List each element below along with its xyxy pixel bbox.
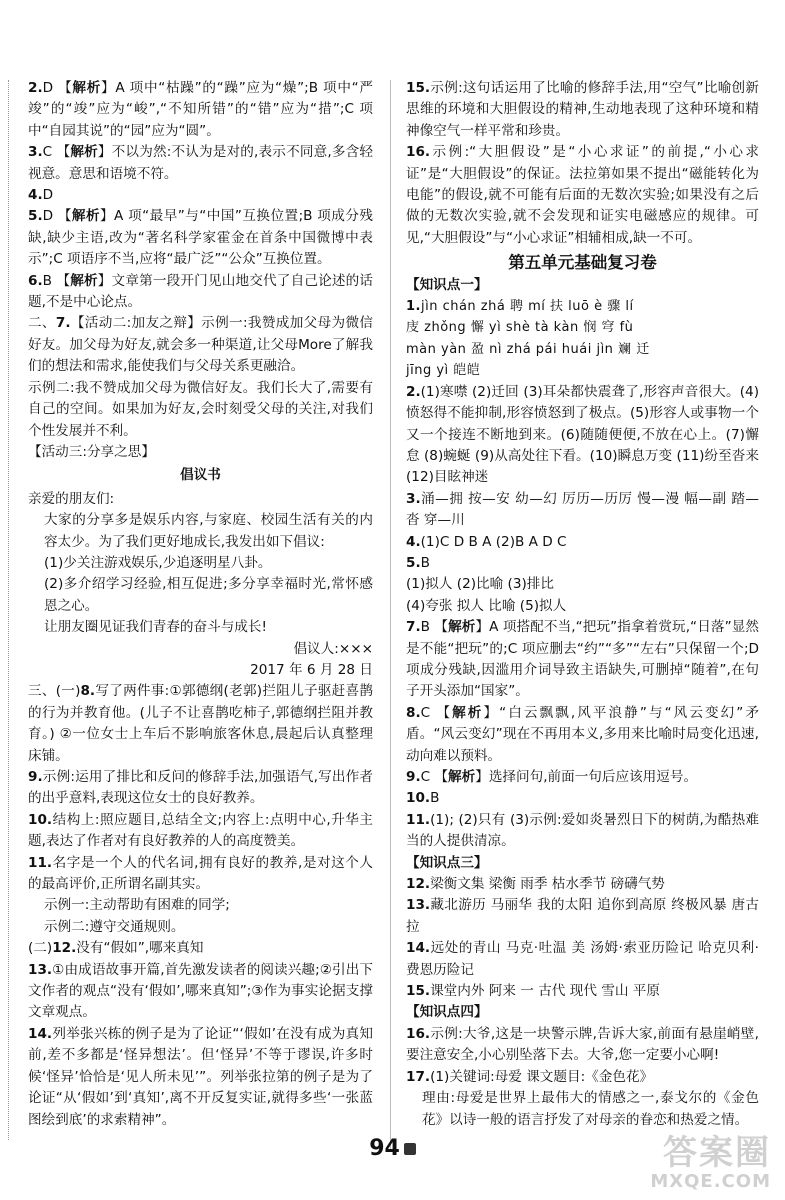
watermark-text: 答案圈 bbox=[663, 1133, 771, 1173]
column-divider bbox=[390, 80, 391, 1150]
right-paragraph: 庋 zhǒng 懈 yì shè tà kàn 悯 穹 fù bbox=[406, 320, 634, 336]
right-paragraph: 理由:母爱是世界上最伟大的情感之一,泰戈尔的《金色花》以诗一般的语言抒发了对母亲的眷恋和热爱之情。 bbox=[422, 1090, 759, 1128]
watermark-logo bbox=[650, 1135, 771, 1192]
right-paragraph: 7.B 【解析】A 项搭配不当,“把玩”指拿着赏玩,“日落”显然是不能“把玩”的;C 项应删去“约”“多”“左右”只保留一个;D 项成分残缺,因滥用介词导致主语缺失,可删掉“随着”,在句子开头添加“国家”。 bbox=[406, 619, 759, 700]
left-paragraph: 示例一:主动帮助有困难的同学; bbox=[44, 897, 230, 914]
right-paragraph: 16.示例:“大胆假设”是“小心求证”的前提,“小心求证”是“大胆假设”的保证。法拉第如果不提出“磁能转化为电能”的假设,就不可能有后面的无数次实验;如果没有之后做的无数次实验,就不会发现和证实电磁感应的规律。可见,“大胆假设”与“小心求证”相辅相成,缺一不可。 bbox=[406, 144, 759, 246]
right-paragraph: 8.C 【解析】“白云飘飘,风平浪静”与“风云变幻”矛盾。“风云变幻”现在不再用本义,多用来比喻时局变化迅速,动向难以预料。 bbox=[406, 704, 759, 764]
left-paragraph: 10.结构上:照应题目,总结全文;内容上:点明中心,升华主题,表达了作者对有良好教养的人的高度赞美。 bbox=[28, 811, 373, 850]
right-paragraph: 15.课堂内外 阿来 一 古代 现代 雪山 平原 bbox=[406, 983, 660, 1000]
right-paragraph: (1)拟人 (2)比喻 (3)排比 bbox=[406, 576, 554, 593]
left-paragraph: 【活动三:分享之思】 bbox=[28, 443, 155, 460]
left-paragraph: 三、(一)8.写了两件事:①郭德纲(老郭)拦阻儿子驱赶喜鹊的行为并教育他。(儿子不让喜鹊吃柿子,郭德纲拦阻并教育。) ②一位女士上车后不影响旅客休息,晨起后认真整理床铺。 bbox=[28, 683, 373, 764]
left-column bbox=[28, 78, 373, 1131]
right-paragraph: 5.B bbox=[406, 554, 430, 571]
left-paragraph: 示例二:我不赞成加父母为微信好友。我们长大了,需要有自己的空间。如果加为好友,会时刻受父母的关注,对我们个性发展并不利。 bbox=[28, 379, 373, 439]
left-paragraph: 13.①由成语故事开篇,首先激发读者的阅读兴趣;②引出下文作者的观点“没有‘假如’,哪来真知”;③作为事实论据支撑文章观点。 bbox=[28, 961, 373, 1021]
left-paragraph: (2)多介绍学习经验,相互促进;多分享幸福时光,常怀感恩之心。 bbox=[44, 576, 373, 614]
right-paragraph: 【知识点四】 bbox=[406, 1004, 488, 1021]
right-paragraph: 【知识点一】 bbox=[406, 276, 488, 293]
left-paragraph: 2.D 【解析】A 项中“枯躁”的“躁”应为“燥”;B 项中“严竣”的“竣”应为“峻”,“不知所错”的“错”应为“措”;C 项中“自园其说”的“园”应为“圆”。 bbox=[28, 80, 373, 139]
right-paragraph: 第五单元基础复习卷 bbox=[508, 253, 657, 273]
right-paragraph: 1.jìn chán zhá 聘 mí 扶 luō è 骤 lí bbox=[406, 299, 634, 315]
left-paragraph: 示例二:遵守交通规则。 bbox=[44, 918, 185, 935]
left-paragraph: 14.列举张兴栋的例子是为了论证“‘假如’在没有成为真知前,差不多都是‘怪异想法’。但‘怪异’不等于谬误,许多时候‘怪异’恰恰是‘见人所未见’”。列举张拉第的例子是为了论证“从‘假如’到‘真知’,离不开反复实证,就得多些‘一张蓝图绘到底’的求索精神”。 bbox=[28, 1025, 373, 1128]
left-paragraph: 大家的分享多是娱乐内容,与家庭、校园生活有关的内容太少。为了我们更好地成长,我发出如下倡议: bbox=[44, 512, 373, 550]
left-paragraph: 9.示例:运用了排比和反问的修辞手法,加强语气,写出作者的出乎意料,表现这位女士的良好教养。 bbox=[28, 769, 373, 807]
right-paragraph: màn yàn 盈 nì zhá pái huái jìn 斓 迁 bbox=[406, 341, 650, 357]
left-paragraph: 4.D bbox=[28, 187, 54, 204]
right-paragraph: 15.示例:这句话运用了比喻的修辞手法,用“空气”比喻创新思维的环境和大胆假设的精神,生动地表现了这种环境和精神像空气一样平常和珍贵。 bbox=[406, 80, 759, 139]
watermark-url: MXQE.COM bbox=[650, 1171, 771, 1192]
left-paragraph: 倡议人:××× bbox=[293, 640, 373, 657]
left-paragraph: 5.D 【解析】A 项“最早”与“中国”互换位置;B 项成分残缺,缺少主语,改为“著名科学家霍金在首条中国微博中表示”;C 项语序不当,应将“最广泛”“公众”互换位置。 bbox=[28, 208, 373, 268]
binding-dotted-line bbox=[8, 80, 9, 1140]
right-paragraph: 16.示例:大爷,这是一块警示牌,告诉大家,前面有悬崖峭壁,要注意安全,小心别坠落下去。大爷,您一定要小心啊! bbox=[406, 1025, 759, 1064]
right-paragraph: 【知识点三】 bbox=[406, 854, 488, 871]
left-paragraph: 倡议书 bbox=[180, 467, 221, 484]
left-paragraph: 3.C 【解析】不以为然:不认为是对的,表示不同意,多含轻视意。意思和语境不符。 bbox=[28, 144, 373, 182]
right-paragraph: 17.(1)关键词:母爱 课文题目:《金色花》 bbox=[406, 1068, 654, 1085]
left-paragraph: 让朋友圈见证我们青春的奋斗与成长! bbox=[44, 619, 267, 636]
right-paragraph: 10.B bbox=[406, 790, 440, 807]
page-number: 94 bbox=[369, 1136, 400, 1161]
right-paragraph: (4)夸张 拟人 比喻 (5)拟人 bbox=[406, 597, 567, 614]
right-paragraph: 13.藏北游历 马丽华 我的太阳 追你到高原 终极风暴 唐古拉 bbox=[406, 897, 759, 935]
left-paragraph: 2017 年 6 月 28 日 bbox=[250, 661, 373, 678]
right-paragraph: 3.涌—拥 按—安 幼—幻 厉历—历厉 慢—漫 幅—副 踏—沓 穿—川 bbox=[406, 490, 759, 529]
right-paragraph: 4.(1)C D B A (2)B A D C bbox=[406, 533, 567, 550]
left-paragraph: (1)少关注游戏娱乐,少追逐明星八卦。 bbox=[44, 554, 272, 571]
left-paragraph: 二、7.【活动二:加友之辩】示例一:我赞成加父母为微信好友。加父母为好友,就会多一种渠道,让父母More了解我们的想法和需求,能使我们与父母关系更融洽。 bbox=[28, 315, 373, 375]
right-paragraph: 14.远处的青山 马克·吐温 美 汤姆·索亚历险记 哈克贝利·费恩历险记 bbox=[406, 940, 759, 978]
right-paragraph: jīng yì 皑皑 bbox=[406, 363, 481, 379]
right-paragraph: 9.C 【解析】选择问句,前面一句后应该用逗号。 bbox=[406, 769, 698, 785]
right-paragraph: 12.梁衡文集 梁衡 雨季 枯水季节 磅礴气势 bbox=[406, 876, 665, 893]
left-paragraph: 亲爱的朋友们: bbox=[28, 490, 115, 507]
right-paragraph: 11.(1); (2)只有 (3)示例:爱如炎暑烈日下的树荫,为酷热难当的人提供清凉。 bbox=[406, 811, 759, 850]
left-paragraph: (二)12.没有“假如”,哪来真知 bbox=[28, 940, 204, 957]
left-paragraph: 11.名字是一个人的代名词,拥有良好的教养,是对这个人的最高评价,正所谓名副其实。 bbox=[28, 854, 373, 893]
book-icon bbox=[404, 1143, 416, 1155]
right-column bbox=[406, 78, 759, 1131]
left-paragraph: 6.B 【解析】文章第一段开门见山地交代了自己论述的话题,不是中心论点。 bbox=[28, 272, 374, 311]
right-paragraph: 2.(1)寒噤 (2)迁回 (3)耳朵都快震聋了,形容声音很大。(4)愤怒得不能抑制,形容愤怒到了极点。(5)形容人或事物一个又一个接连不断地到来。(6)随随便便,不放在心上。(7)懈怠 (8)蜿蜒 (9)从高处往下看。(10)瞬息万变 (11)纷至沓来 (12)目眩神迷 bbox=[406, 383, 759, 486]
